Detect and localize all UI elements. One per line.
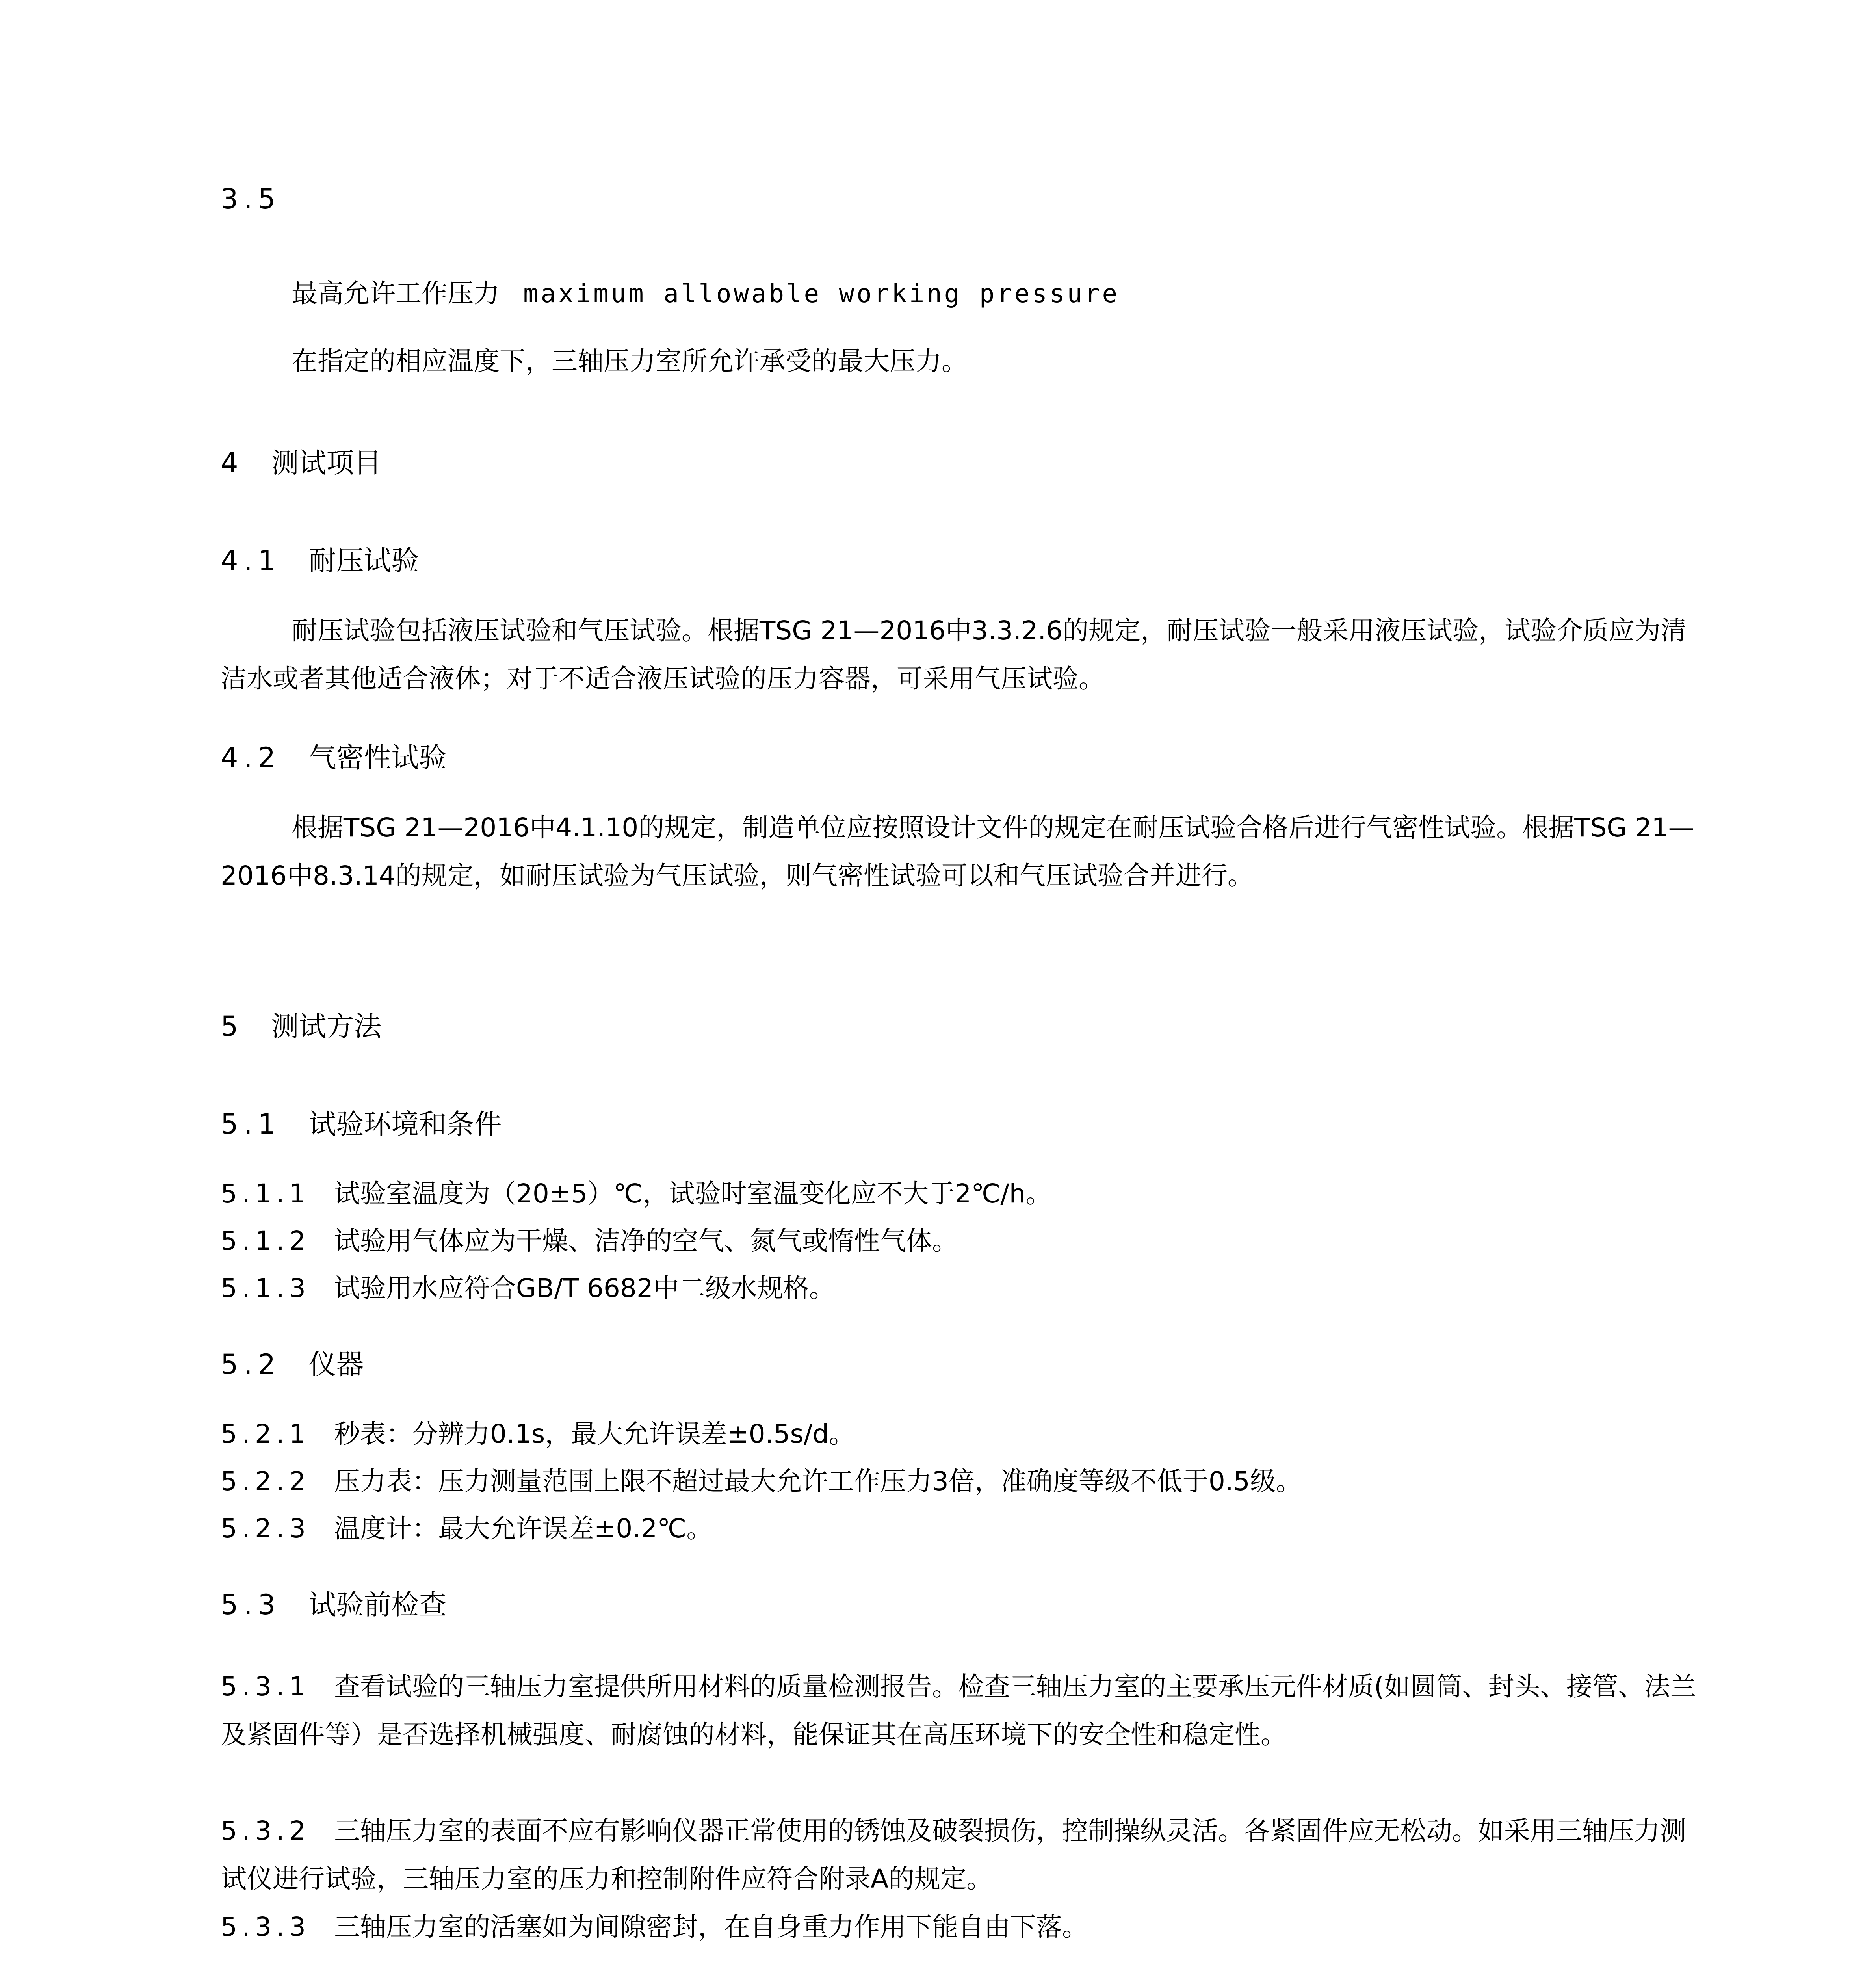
section-3-5-number: 3.5 [221, 183, 281, 215]
list-item: 5.1.1 试验室温度为（20±5）℃，试验时室温变化应不大于2℃/h。 [221, 1178, 1052, 1209]
list-item: 5.1.2 试验用气体应为干燥、洁净的空气、氮气或惰性气体。 [221, 1226, 958, 1256]
term-line [292, 276, 1120, 312]
list-item: 5.3.1 查看试验的三轴压力室提供所用材料的质量检测报告。检查三轴压力室的主要承压元件材质(如圆筒、封头、接管、法兰及紧固件等）是否选择机械强度、耐腐蚀的材料，能保证其在高压环境下的安全性和稳定性。 [221, 1671, 1696, 1750]
section-4-heading: 4 测试项目 [221, 447, 382, 479]
section-5-2-heading: 5.2 仪器 [221, 1348, 364, 1381]
section-4-2-heading: 4.2 气密性试验 [221, 742, 447, 774]
section-5-3-heading: 5.3 试验前检查 [221, 1589, 447, 1621]
section-5-heading: 5 测试方法 [221, 1010, 382, 1043]
section-4-1-text: 耐压试验包括液压试验和气压试验。根据TSG 21—2016中3.3.2.6的规定，耐压试验一般采用液压试验，试验介质应为清洁水或者其他适合液体；对于不适合液压试验的压力容器，可采用气压试验。 [221, 615, 1687, 694]
list-item: 5.1.3 试验用水应符合GB/T 6682中二级水规格。 [221, 1273, 835, 1303]
section-4-2-text: 根据TSG 21—2016中4.1.10的规定，制造单位应按照设计文件的规定在耐压试验合格后进行气密性试验。根据TSG 21—2016中8.3.14的规定，如耐压试验为气压试验，则气密性试验可以和气压试验合并进行。 [221, 812, 1694, 891]
list-item: 5.2.2 压力表：压力测量范围上限不超过最大允许工作压力3倍，准确度等级不低于0.5级。 [221, 1466, 1302, 1496]
section-5-1-heading: 5.1 试验环境和条件 [221, 1108, 502, 1140]
list-item: 5.2.1 秒表：分辨力0.1s，最大允许误差±0.5s/d。 [221, 1419, 855, 1449]
section-4-1-heading: 4.1 耐压试验 [221, 545, 419, 577]
term-definition: 在指定的相应温度下，三轴压力室所允许承受的最大压力。 [292, 346, 968, 376]
term-en: maximum allowable working pressure [523, 279, 1120, 309]
list-item: 5.2.3 温度计：最大允许误差±0.2℃。 [221, 1513, 713, 1544]
list-item: 5.3.2 三轴压力室的表面不应有影响仪器正常使用的锈蚀及破裂损伤，控制操纵灵活。各紧固件应无松动。如采用三轴压力测试仪进行试验，三轴压力室的压力和控制附件应符合附录A的规定。 [221, 1816, 1686, 1894]
list-item: 5.3.3 三轴压力室的活塞如为间隙密封，在自身重力作用下能自由下落。 [221, 1912, 1088, 1942]
term-zh: 最高允许工作压力 [292, 278, 500, 309]
